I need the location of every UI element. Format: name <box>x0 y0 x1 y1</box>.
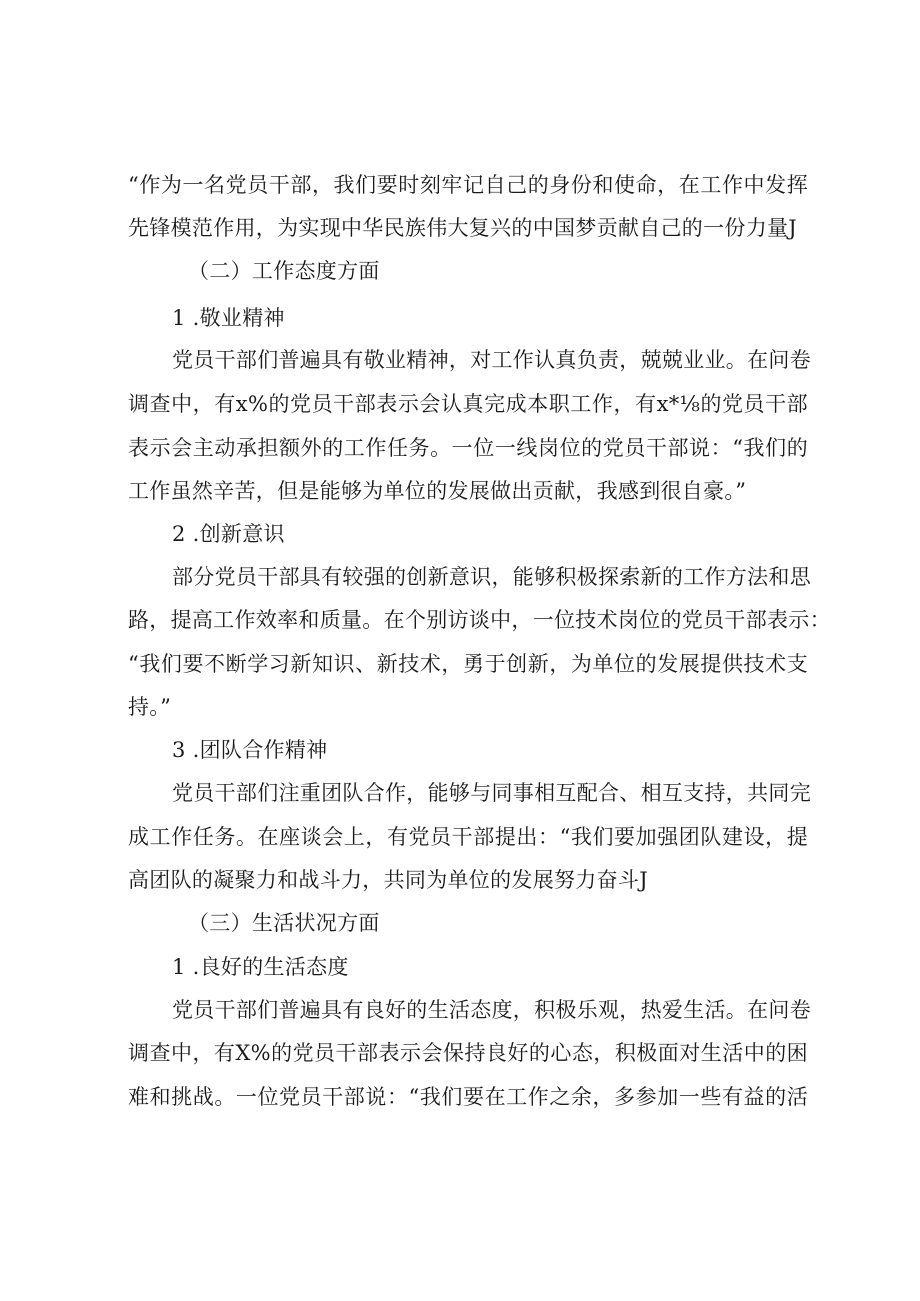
paragraph-line: 党员干部们注重团队合作，能够与同事相互配合、相互支持，共同完 <box>172 781 811 805</box>
paragraph-line: 难和挑战。一位党员干部说：“我们要在工作之余，多参加一些有益的活 <box>128 1085 808 1109</box>
subsection-heading: 3 .团队合作精神 <box>172 738 328 762</box>
paragraph-line: 表示会主动承担额外的工作任务。一位一线岗位的党员干部说：“我们的 <box>128 436 808 460</box>
paragraph-line: 工作虽然辛苦，但是能够为单位的发展做出贡献，我感到很自豪。” <box>128 479 747 503</box>
paragraph-line: 党员干部们普遍具有敬业精神，对工作认真负责，兢兢业业。在问卷 <box>172 348 811 372</box>
section-heading: （二）工作态度方面 <box>188 259 380 283</box>
paragraph-line: 调查中，有x%的党员干部表示会认真完成本职工作，有x*⅛的党员干部 <box>128 392 808 416</box>
subsection-heading: 2 .创新意识 <box>172 522 285 546</box>
paragraph-line: 路，提高工作效率和质量。在个别访谈中，一位技术岗位的党员干部表示： <box>128 608 831 632</box>
paragraph-line: 先锋模范作用，为实现中华民族伟大复兴的中国梦贡献自己的一份力量J <box>128 216 798 240</box>
subsection-heading: 1 .敬业精神 <box>172 306 285 330</box>
paragraph-line: 党员干部们普遍具有良好的生活态度，积极乐观，热爱生活。在问卷 <box>172 998 811 1022</box>
paragraph-line: 部分党员干部具有较强的创新意识，能够积极探索新的工作方法和思 <box>172 565 811 589</box>
subsection-heading: 1 .良好的生活态度 <box>172 955 349 979</box>
paragraph-line: “我们要不断学习新知识、新技术，勇于创新，为单位的发展提供技术支 <box>128 652 808 676</box>
paragraph-line: 高团队的凝聚力和战斗力，共同为单位的发展努力奋斗J <box>128 868 648 892</box>
paragraph-line: 调查中，有X%的党员干部表示会保持良好的心态，积极面对生活中的困 <box>128 1041 808 1065</box>
paragraph-line: 持。” <box>128 695 172 719</box>
paragraph-line: 成工作任务。在座谈会上，有党员干部提出：“我们要加强团队建设，提 <box>128 825 808 849</box>
section-heading: （三）生活状况方面 <box>188 911 380 935</box>
paragraph-line: “作为一名党员干部，我们要时刻牢记自己的身份和使命，在工作中发挥 <box>128 173 808 197</box>
